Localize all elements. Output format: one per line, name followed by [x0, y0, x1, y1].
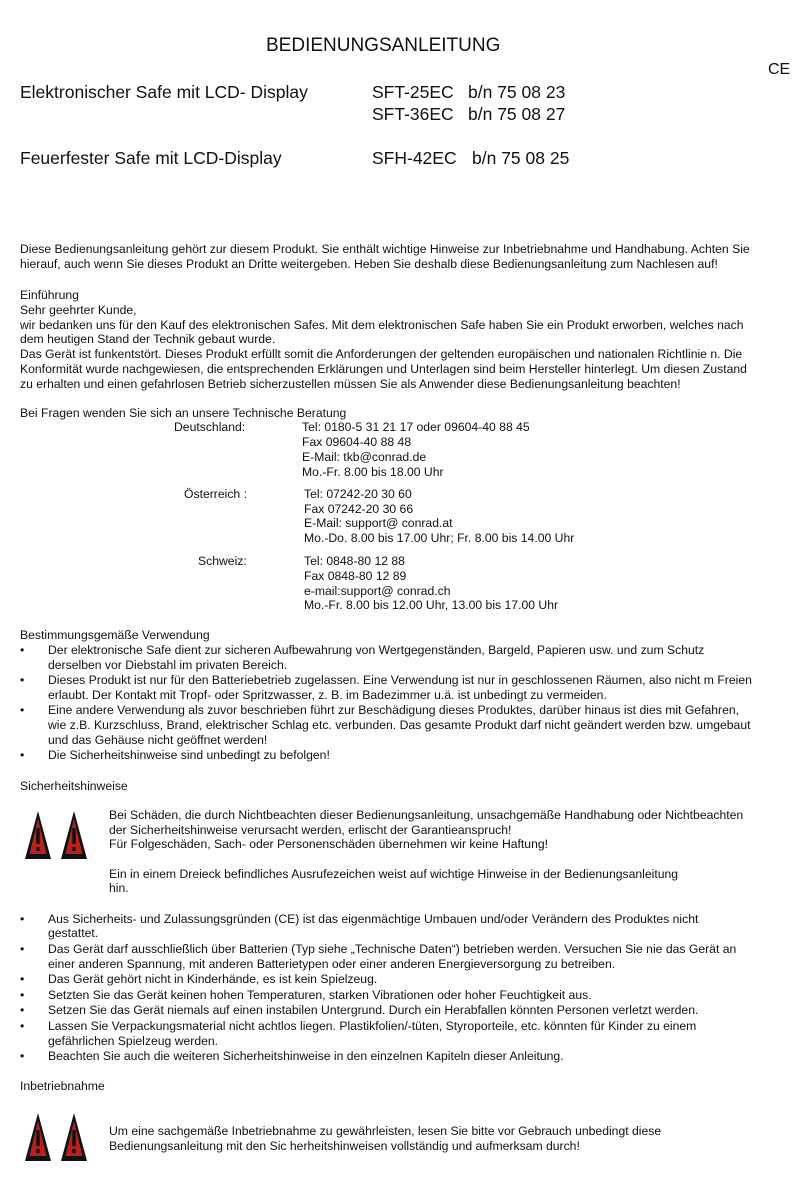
verwendung-item: und das Gehäuse nicht geöffnet werden!	[48, 733, 268, 747]
contact-fax: Fax 0848-80 12 89	[304, 569, 407, 583]
contact-country-label: Deutschland:	[174, 420, 246, 434]
einfuehrung-line: dem heutigen Stand der Technik gebaut wurde.	[20, 332, 276, 346]
intro-line: Diese Bedienungsanleitung gehört zur diesem Produkt. Sie enthält wichtige Hinweise zur Inbetriebnahme und Handhabung. Achten Sie	[20, 242, 750, 256]
contact-fax: Fax 09604-40 88 48	[302, 435, 412, 449]
contact-email: e-mail:support@ conrad.ch	[304, 584, 451, 598]
einfuehrung-line: zu erhalten und einen gefahrlosen Betrieb sicherzustellen müssen Sie als Anwender diese Bedienungsanleitung beachten!	[20, 377, 681, 391]
product-name: Elektronischer Safe mit LCD- Display	[20, 82, 308, 102]
intro-line: hierauf, auch wenn Sie dieses Produkt an Dritte weitergeben. Heben Sie deshalb diese Bedienungsanleitung zum Nachlesen auf!	[20, 257, 718, 271]
section-heading-verwendung: Bestimmungsgemäße Verwendung	[20, 628, 210, 642]
section-heading-sicherheit: Sicherheitshinweise	[20, 779, 128, 793]
contact-hours: Mo.-Fr. 8.00 bis 18.00 Uhr	[302, 465, 444, 479]
product-name: Feuerfester Safe mit LCD-Display	[20, 148, 282, 168]
verwendung-item: Dieses Produkt ist nur für den Batteriebetrieb zugelassen. Eine Verwendung ist nur in geschlossenen Räumen, also nicht m Freien	[48, 673, 752, 687]
bullet-marker: •	[20, 1049, 25, 1063]
contact-phone: Tel: 0180-5 31 21 17 oder 09604-40 88 45	[302, 420, 530, 434]
bullet-marker: •	[20, 942, 25, 956]
bullet-marker: •	[20, 1019, 25, 1033]
bullet-marker: •	[20, 912, 25, 926]
verwendung-item: derselben vor Diebstahl im privaten Bereich.	[48, 658, 288, 672]
safety-item: gestattet.	[48, 926, 99, 940]
warning-triangle-icon	[24, 1112, 52, 1162]
product-bn: b/n 75 08 23	[468, 82, 566, 102]
safety-item: Beachten Sie auch die weiteren Sicherheitshinweise in den einzelnen Kapiteln dieser Anleitung.	[48, 1049, 564, 1063]
bullet-marker: •	[20, 703, 25, 717]
contact-phone: Tel: 0848-80 12 88	[304, 554, 405, 568]
contact-country-label: Österreich :	[184, 487, 247, 501]
bullet-marker: •	[20, 673, 25, 687]
warning-text: Bei Schäden, die durch Nichtbeachten dieser Bedienungsanleitung, unsachgemäße Handhabung oder Nichtbeachten	[109, 808, 744, 822]
product-model: SFT-36EC	[372, 104, 454, 124]
safety-item: gefährlichen Spielzeug werden.	[48, 1034, 219, 1048]
safety-item: Setzten Sie das Gerät keinen hohen Temperaturen, starken Vibrationen oder hoher Feuchtigkeit aus.	[48, 988, 592, 1002]
contact-hours: Mo.-Do. 8.00 bis 17.00 Uhr; Fr. 8.00 bis 14.00 Uhr	[304, 531, 575, 545]
einfuehrung-line: Das Gerät ist funkentstört. Dieses Produkt erfüllt somit die Anforderungen der geltenden europäischen und nationalen Richtlinie n. Die	[20, 347, 743, 361]
warning-text: Für Folgeschäden, Sach- oder Personenschäden übernehmen wir keine Haftung!	[109, 837, 549, 851]
safety-item: Aus Sicherheits- und Zulassungsgründen (CE) ist das eigenmächtige Umbauen und/oder Verändern des Produktes nicht	[48, 912, 699, 926]
verwendung-item: erlaubt. Der Kontakt mit Tropf- oder Spritzwasser, z. B. im Badezimmer u.ä. ist unbedingt zu vermeiden.	[48, 688, 607, 702]
warning-triangle-icon	[60, 810, 88, 860]
note-text: Ein in einem Dreieck befindliches Ausrufezeichen weist auf wichtige Hinweise in der Bedienungsanleitung	[109, 867, 679, 881]
safety-item: Setzen Sie das Gerät niemals auf einen instabilen Untergrund. Durch ein Herabfallen könnten Personen verletzt werden.	[48, 1003, 699, 1017]
inbetriebnahme-text: Bedienungsanleitung mit den Sic herheitshinweisen vollständig und aufmerksam durch!	[109, 1139, 580, 1153]
safety-item: einer anderen Spannung, mit anderen Batterietypen oder einer anderen Energieversorgung zu betreiben.	[48, 957, 616, 971]
note-text: hin.	[109, 881, 129, 895]
verwendung-item: wie z.B. Kurzschluss, Brand, elektrischer Schlag etc. verbunden. Das gesamte Produkt darf nicht geändert werden bzw. umgebaut	[48, 718, 751, 732]
ce-mark: CE	[768, 61, 791, 78]
bullet-marker: •	[20, 643, 25, 657]
safety-item: Lassen Sie Verpackungsmaterial nicht achtlos liegen. Plastikfolien/-tüten, Styroporteile, etc. könnten für Kinder zu einem	[48, 1019, 697, 1033]
warning-triangle-icon	[60, 1112, 88, 1162]
safety-item: Das Gerät gehört nicht in Kinderhände, es ist kein Spielzeug.	[48, 972, 378, 986]
contact-email: E-Mail: support@ conrad.at	[304, 516, 453, 530]
verwendung-item: Der elektronische Safe dient zur sicheren Aufbewahrung von Wertgegenständen, Bargeld, Papieren usw. und zum Schutz	[48, 643, 705, 657]
product-model: SFT-25EC	[372, 82, 454, 102]
contact-email: E-Mail: tkb@conrad.de	[302, 450, 427, 464]
contact-fax: Fax 07242-20 30 66	[304, 502, 414, 516]
bullet-marker: •	[20, 988, 25, 1002]
bullet-marker: •	[20, 1003, 25, 1017]
bullet-marker: •	[20, 748, 25, 762]
contact-heading: Bei Fragen wenden Sie sich an unsere Technische Beratung	[20, 406, 347, 420]
bullet-marker: •	[20, 972, 25, 986]
einfuehrung-line: Sehr geehrter Kunde,	[20, 303, 137, 317]
section-heading-inbetriebnahme: Inbetriebnahme	[20, 1079, 105, 1093]
section-heading-einfuehrung: Einführung	[20, 288, 79, 302]
contact-phone: Tel: 07242-20 30 60	[304, 487, 412, 501]
inbetriebnahme-text: Um eine sachgemäße Inbetriebnahme zu gewährleisten, lesen Sie bitte vor Gebrauch unbedingt diese	[109, 1124, 662, 1138]
warning-triangle-icon	[24, 810, 52, 860]
safety-item: Das Gerät darf ausschließlich über Batterien (Typ siehe „Technische Daten“) betrieben werden. Versuchen Sie nie das Gerät an	[48, 942, 737, 956]
einfuehrung-line: wir bedanken uns für den Kauf des elektronischen Safes. Mit dem elektronischen Safe haben Sie ein Produkt erworben, welches nach	[20, 318, 744, 332]
verwendung-item: Eine andere Verwendung als zuvor beschrieben führt zur Beschädigung dieses Produktes, darüber hinaus ist dies mit Gefahren,	[48, 703, 740, 717]
page-title: BEDIENUNGSANLEITUNG	[266, 35, 501, 56]
product-bn: b/n 75 08 27	[468, 104, 566, 124]
contact-hours: Mo.-Fr. 8.00 bis 12.00 Uhr, 13.00 bis 17.00 Uhr	[304, 598, 559, 612]
product-bn: b/n 75 08 25	[472, 148, 570, 168]
verwendung-item: Die Sicherheitshinweise sind unbedingt zu befolgen!	[48, 748, 330, 762]
product-model: SFH-42EC	[372, 148, 457, 168]
warning-text: der Sicherheitshinweise verursacht werden, erlischt der Garantieanspruch!	[109, 823, 512, 837]
einfuehrung-line: Konformität wurde nachgewiesen, die entsprechenden Erklärungen und Unterlagen sind beim Hersteller hinterlegt. Um diesen Zustand	[20, 362, 747, 376]
contact-country-label: Schweiz:	[198, 554, 247, 568]
